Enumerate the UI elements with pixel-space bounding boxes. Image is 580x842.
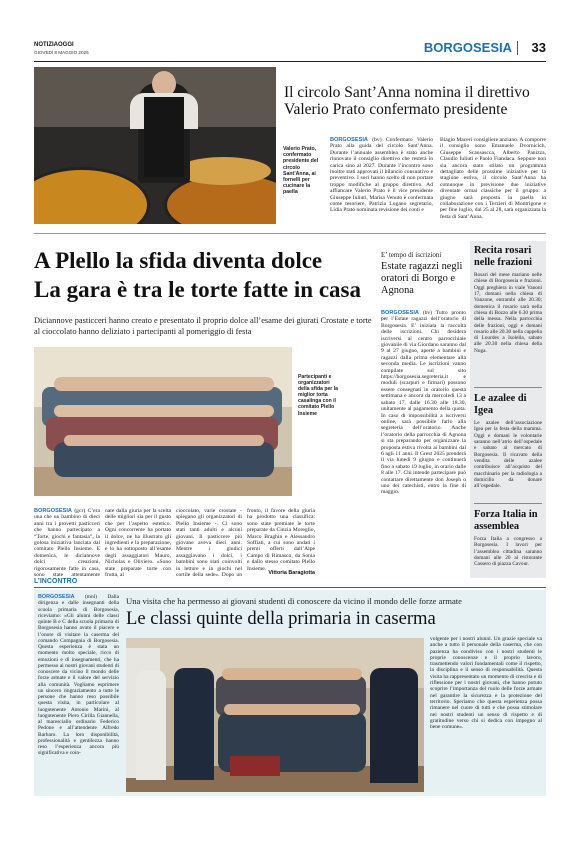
article1-column-1 (330, 137, 433, 227)
sidebar-text-azalee: Le azalee dell’associazione Igea per la festa della mamma. Oggi e domani le volontarie saranno nell’atrio dell’ospedale e sabato al mercato di Borgosesia. Il ricavato della vendita delle azalee contribuisce all’acquisto del macchinario per la radiologia a domicilio da donare all’ospedale. (474, 420, 542, 490)
sidebar-divider-2 (474, 503, 542, 504)
sidebar-item-rosari (474, 245, 542, 354)
issue-date: GIOVEDÌ 8 MAGGIO 2025 (34, 50, 89, 55)
article3-text: (bv) Tutto pronto per l’Estate ragazzi dell’oratorio di Borgosesia. E’ iniziata la raccolta delle iscrizioni. Chi desidera iscriversi al centro parrocchiale giovanile di via Giordano saranno dal 9 al 27 giugno, aperte a bambini e ragazzi dalla prima elementare alla seconda media. Le iscrizioni vanno compilate sul sito https://borgosesia.segreteria.it e moduli (scarpuri e firmari) possono essere consegnati in oratorio questa settimana e ancora da mercoledì 13 a sabato 17, dalle 16.30 alle 18.30, unitamente al pagamento della quota. In caso di impossibilità a iscriversi online, sarà possibile farlo alla segreteria dell’oratorio. Anche l’oratorio della parrocchia di Agnona si sta preparando per organizzare la proposta estiva rivolta ai bambini dal 6 agli 11 anni. Il Grest 2025 prenderà il via lunedì 9 giugno e continuerà fino a sabato 19 luglio, in orario dalle 8 alle 17. Chi intende partecipare può contattare direttamente don Joseph o uno dei catechisti, entro la fine di maggio. (381, 310, 466, 496)
article2-subtitle: Diciannove pasticceri hanno creato e presentato il proprio dolce all’esame dei giurati Crostate e torte al cioccolato hanno deliziato i partecipanti al pomeriggio di festa (34, 316, 372, 336)
article1-headline-2: Valerio Prato confermato presidente (284, 101, 508, 118)
article4-text-2: volgente per i nostri alunni. Un grazie speciale va anche a tutto il personale della caserma, che con pazienza ha condiviso con i nostri studenti le proprie conoscenze e il proprio lavoro, trasmettendo valori fondamentali come il rispetto, la disciplina e il senso di responsabilità. Questa visita ha rappresentato un momento di crescita e di riflessione per i nostri giovani, che hanno potuto scoprire l’importanza del ruolo delle forze armate nel garantire la sicurezza e la protezione del territorio. Speriamo che questa esperienza possa rimanere nel cuore di tutti e che possa stimolare nei nostri studenti un senso di rispetto e di gratitudine verso chi si dedica con impegno al bene comune». (430, 636, 542, 731)
article2-headline-1: A Plello la sfida diventa dolce (34, 248, 323, 273)
article1-text-2: Biagio Maceri consigliere anziano. A comporre il consiglio sono Emanuele Dvornicich, Giuseppe Scansascca, Alberto Panizza, Claudio Iuliuti e Paolo Fiandaca. Seppure non sia ancora stato stilato un programma dettagliato delle prossime iniziative per la stagione estiva, il circolo Sant’Anna ha comunque in previsione due iniziative diventate ormai classiche per il gruppo: a giugno sarà proposta la paella in collaborazione con i Terzieri di Montrigone e per fine luglio, dal 25 al 28, sarà organizzata la festa di Sant’Anna. (440, 137, 546, 220)
article2-signature: Vittoria Baragiotta (268, 570, 315, 576)
sidebar-item-azalee (474, 393, 542, 489)
masthead (34, 40, 546, 60)
article2-dateline: BORGOSESIA (34, 508, 72, 514)
photo-valerio-prato-paella (34, 67, 276, 224)
sidebar-title-azalee: Le azalee di Igea (474, 393, 527, 416)
header-divider (517, 41, 518, 55)
photo-classi-caserma (126, 638, 424, 792)
article2-text-2: nate dalla giuria per la scelta delle migliori sia per il gusto che per l’aspetto estetico. Ogni concorrente ha portato il dolce, ne ha illustrato gli ingredienti e la preparazione, e lo ha sottoposto all’esame degli assaggiatori Mauro, Nicholas e Oliviero. «Sono state preparate torte con frutta, al (105, 508, 171, 578)
header-rule (34, 61, 546, 62)
article3-kicker: E’ tempo di iscrizioni (381, 251, 442, 259)
incontro-section-label: L’INCONTRO (34, 578, 78, 585)
article1-text-1: (bv) Confermato Valerio Prato alla guida del circolo Sant’Anna. Durante l’annuale assemblea è stato anche rinnovato il consiglio direttivo che resterà in carica sino al 2027. Durante l’incontro sono inoltre stati approvati il bilancio consuntivo e preventivo. I soci hanno scelto di non portare troppo modifiche al gruppo direttivo. Ad affiancare Valerio Prato è il vice presidente Giuseppe Iuliuti, Marisa Venuto è confermata come tesoriere, Patrizia Lugano segretario, Lidia Prato nominata revisione dei conti e (330, 137, 433, 214)
article2-text-3: cioccolato, varie crostate - spiegano gli organizzatori di Plello Insieme -. Ci sono stati tanti adulti e alcuni giovani. Il pasticcere più giovane aveva dieci anni. Mentre i giudici assaggiavano i dolci, i bambini sono stati coinvolti in letture e in giochi nel cortile della sede». Dopo un (176, 508, 242, 578)
photo-plello-group (34, 347, 292, 496)
article1-column-2 (440, 137, 546, 227)
article4-kicker: Una visita che ha permesso ai giovani studenti di conoscere da vicino il mondo delle forze armate (126, 596, 462, 606)
sidebar-text-forza-italia: Forza Italia a congresso a Borgosesia. I lavori per l’assemblea cittadina saranno domani alle 20 al ristorante Cassero di piazza Cavour. (474, 536, 542, 568)
sidebar-box (470, 241, 546, 578)
article2-headline-2: La gara è tra le torte fatte in casa (34, 277, 361, 302)
article1-headline-1: Il circolo Sant’Anna nomina il direttivo (284, 84, 530, 101)
article4-column-1 (38, 594, 119, 794)
sidebar-title-forza-italia: Forza Italia in assemblea (474, 509, 538, 532)
article2-photo-caption: Partecipanti e organizzatori della sfida per la miglior torta casalinga con il comitato Plello Insieme (298, 374, 338, 417)
article3-column (381, 310, 466, 578)
article3-headline: Estate ragazzi negli oratori di Borgo e Agnona (381, 261, 463, 296)
article2-column-3 (176, 508, 242, 578)
article2-column-1 (34, 508, 100, 578)
article4-dateline: BORGOSESIA (38, 594, 75, 600)
sidebar-divider-1 (474, 387, 542, 388)
sidebar-text-rosari: Rosari del mese mariano nelle chiese di Borgosesia e frazioni. Oggi preghiera in viale Vanoni 17, domani nella chiesa di Vanzone, entrambi alle 20.30; domenica il rosario sarà nella chiesa di Bozzo alle 6.30 prima della messa. Nella parrocchia delle frazioni, oggi e domani rosario alle 20.30 nella cappella di Lourdes a Isolella, sabato alle 20.30 nella chiesa della Nuga. (474, 272, 542, 354)
article2-text-1: (gcr) C’era una che un bambino di dieci anni tra i provetti pasticceri che hanno partecipato a “Torte, giochi e fantasia”, la golosa iniziativa lanciata dal comitato Plello Insieme. E domenica, le diciannove dolci creazioni, rigorosamente fatte in casa, sono state attentamente (34, 508, 100, 578)
section-name: BORGOSESIA (423, 40, 512, 55)
paper-name: NOTIZIAOGGI (34, 42, 74, 48)
section-rule-1 (34, 233, 546, 234)
article1-photo-caption: Valerio Prato, confermato presidente del circolo Sant’Anna, ai fornelli per cucinare la paella (283, 146, 319, 196)
sidebar-item-forza-italia (474, 509, 542, 568)
sidebar-title-rosari: Recita rosari nelle frazioni (474, 245, 533, 268)
article2-text-4: fronto, il favore della giuria ha prodotto una classifica: sono state premiate le torte preparate da Cinzia Moreglio, Marco Braghin e Alessandro Soffiati, a cui sono andati i premi offerti dall’Alpe Campo di Rimasco, da Sonia e dallo stesso comitato Plello Insieme. (247, 508, 315, 570)
article1-dateline: BORGOSESIA (330, 137, 368, 143)
article4-text-1: (mnl) Dalla dirigenza e dalle insegnanti della scuola primaria di Borgosesia, riceviamo: «Gli alunni delle classi quinte B e C della scuola primaria di Borgosesia hanno avuto il piacere e l’onore di visitare la caserma del comando Compagnia di Borgosesia. Questa esperienza è stata un momento molto speciale, ricco di emozioni e di insegnamenti, che ha permesso ai nostri giovani studenti di conoscere da vicino il mondo delle forze armate e il valore del servizio alla comunità. Vogliamo esprimere un sincero ringraziamento a tutte le persone che hanno reso possibile questa visita, in particolare al luogotenente Antonio Marini, al luogotenente Piero Cirilla Giannella, al maresciallo ordinario Federico Pedone e all’attendente Alfredo Barbaro. La loro disponibilità, professionalità e gentilezza hanno reso l’esperienza ancora più significativa e coin- (38, 594, 119, 757)
incontro-rule (34, 587, 546, 588)
article4-headline: Le classi quinte della primaria in caserma (126, 608, 436, 629)
page-number: 33 (531, 40, 546, 55)
article4-column-2 (430, 636, 542, 794)
article2-column-2 (105, 508, 171, 578)
article2-column-4 (247, 508, 315, 570)
article3-dateline: BORGOSESIA (381, 310, 419, 316)
